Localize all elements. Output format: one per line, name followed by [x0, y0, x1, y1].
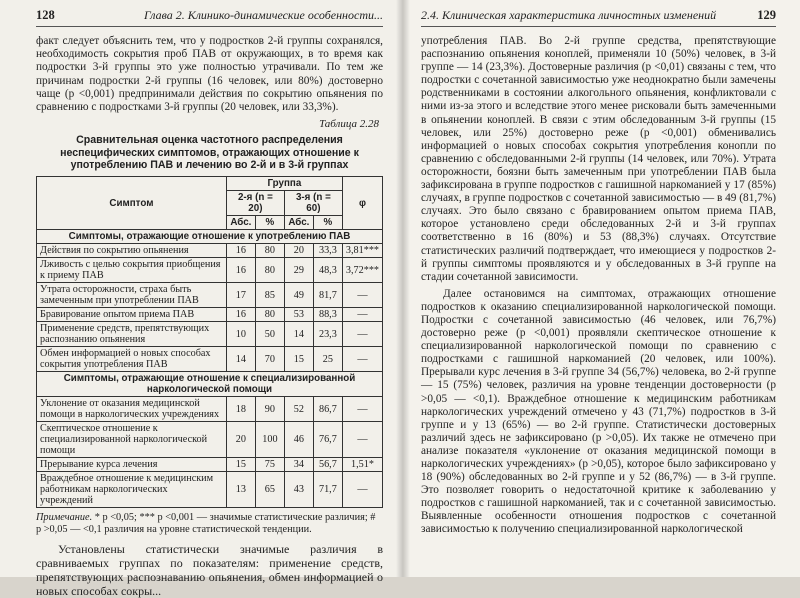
left-chapter-title: Глава 2. Клинико-динамические особенности... — [144, 8, 383, 22]
pct-3: 56,7 — [313, 458, 342, 472]
th-pct-2: % — [255, 216, 284, 230]
table-row — [37, 397, 383, 422]
right-paragraph-2: Далее остановимся на симптомах, отражающих отношение подростков к оказанию специализированной наркологической помощи. Подростки с сочетанной зависимостью (46 человек, или 76,7%) достоверно реже (p <0,001) проявляли скептическое отношение к специализированной наркологической помощи по сравнению с подростками с гашишной наркоманией (20 человек, или 100%). Прерывали курс лечения в 3-й группе 34 (56,7%) человека, во 2-й группе — 15 (75%) человек, различия на уровне тенденции достоверности (p >0,05 — <0,1). Враждебное отношение к медицинским работникам наркологических учреждений отмечено у 43 (71,7%) подростков в 3-й группе и у 13 (65%) — во 2-й группе. Статистически достоверных различий здесь не зафиксировано (p >0,05). Их также не отмечено при анализе показателя «уклонение от оказания медицинской помощи в наркологических учреждениях» (p >0,05), которое было зафиксировано у 18 (90%) обследованных во 2-й группе и у 52 (86,7%) — в 3-й группе. Это позволяет говорить о недостаточной критике к заболеванию у подростков с гашишной наркоманией, так и с сочетанной зависимостью. Выявленные особенности отношения подростков с сочетанной зависимостью к получению специализированной наркологической — [421, 287, 776, 536]
phi-value: — — [342, 347, 382, 372]
phi-value: — — [342, 322, 382, 347]
symptom-name: Враждебное отношение к медицинским работникам наркологических учреждений — [37, 472, 227, 508]
section-heading-1: Симптомы, отражающие отношение к употреблению ПАВ — [37, 230, 383, 244]
phi-value: 3,81*** — [342, 244, 382, 258]
table-note — [36, 512, 383, 536]
pct-2: 70 — [255, 347, 284, 372]
symptom-name: Скептическое отношение к специализированной наркологической помощи — [37, 422, 227, 458]
pct-3: 81,7 — [313, 283, 342, 308]
symptom-name: Утрата осторожности, страха быть замеченным при употреблении ПАВ — [37, 283, 227, 308]
th-group-3: 3-я (n = 60) — [284, 191, 342, 216]
abs-2: 16 — [226, 244, 255, 258]
table-row — [37, 283, 383, 308]
left-page-number: 128 — [36, 8, 55, 22]
pct-2: 100 — [255, 422, 284, 458]
abs-2: 13 — [226, 472, 255, 508]
table-title: Сравнительная оценка частотного распределения неспецифических симптомов, отражающих отношение к употреблению ПАВ и лечению во 2-й и в 3-й группах — [60, 134, 359, 172]
left-paragraph-1: факт следует объяснить тем, что у подростков 2-й группы сохранялся, необходимость сокрытия проб ПАВ от окружающих, в то время как подростки 3-й группы это уже полностью утрачивали. По тем же причинам подростки 2-й группы (16 человек, или 80%) достоверно чаще (p <0,001) предпринимали действия по сокрытию опьянения по сравнению с подростками 3-й группы (20 человек, или 33,3%). — [36, 35, 383, 114]
table-row — [37, 347, 383, 372]
abs-3: 46 — [284, 422, 313, 458]
abs-2: 14 — [226, 347, 255, 372]
pct-2: 75 — [255, 458, 284, 472]
left-running-head — [36, 8, 383, 27]
abs-2: 17 — [226, 283, 255, 308]
phi-value: — — [342, 283, 382, 308]
right-running-head — [421, 8, 776, 27]
table-row — [37, 244, 383, 258]
right-page-number: 129 — [757, 8, 776, 22]
table-row — [37, 422, 383, 458]
phi-value: — — [342, 422, 382, 458]
pct-3: 71,7 — [313, 472, 342, 508]
symptom-name: Лживость с целью сокрытия приобщения к приему ПАВ — [37, 258, 227, 283]
pct-2: 50 — [255, 322, 284, 347]
left-bottom-paragraph: Установлены статистически значимые различия в сравниваемых группах по показателям: применение средств, препятствующих распознаванию опьянения, обмен информацией о новых способах сокры... — [36, 542, 383, 598]
table-row — [37, 472, 383, 508]
symptom-name: Уклонение от оказания медицинской помощи в наркологических учреждениях — [37, 397, 227, 422]
symptom-name: Применение средств, препятствующих распознанию опьянения — [37, 322, 227, 347]
section-heading-2: Симптомы, отражающие отношение к специализированной наркологической помощи — [37, 372, 383, 397]
pct-3: 23,3 — [313, 322, 342, 347]
th-group: Группа — [226, 177, 342, 191]
th-abs-2: Абс. — [226, 216, 255, 230]
pct-2: 80 — [255, 258, 284, 283]
abs-3: 29 — [284, 258, 313, 283]
phi-value: — — [342, 397, 382, 422]
abs-2: 20 — [226, 422, 255, 458]
th-abs-3: Абс. — [284, 216, 313, 230]
right-page — [403, 0, 800, 577]
pct-3: 86,7 — [313, 397, 342, 422]
symptom-name: Бравирование опытом приема ПАВ — [37, 308, 227, 322]
note-text: * p <0,05; *** p <0,001 — значимые статистические различия; # p >0,05 — <0,1 различия на уровне статистической тенденции. — [36, 512, 376, 535]
abs-2: 16 — [226, 258, 255, 283]
table-label: Таблица 2.28 — [319, 118, 379, 131]
right-paragraph-1: употребления ПАВ. Во 2-й группе средства, препятствующие распознанию опьянения коноплей, применяли 10 (50%) человек, в 3-й группе — 14 (23,3%). Достоверные различия (p <0,01) связаны с тем, что подростки с сочетанной зависимостью уже неоднократно были замечены родственниками в состоянии алкогольного опьянения, конфликтовали с ними из-за этого и вследствие этого менее рисковали быть замеченными в опьянении коноплей. В связи с этим обследованным 3-й группы (15 человек, или 25%) достоверно реже (p <0,001) обменивались информацией о новых способах сокрытия употребления конопли по сравнению с обследованными 2-й группы (14 человек, или 70%). Утрата осторожности, боязни быть замеченным при употреблении ПАВ была зафиксирована в группе подростков с гашишной наркоманией у 17 (85%) случаях, в группе подростков с сочетанной зависимостью — в 49 (81,7%) случаях. Это было связано с бравированием опытом приема ПАВ, которое установлено среди обследованных 2-й и 3-й группах соответственно в 16 (80%) и 53 (88,3%) случаях. Отсутствие статистических различий подтверждает, что имеющиеся у подростков 2-й группы симптомы проявляются и у обследованных в 3-й группе на стадии сочетанной зависимости. — [421, 35, 776, 283]
pct-3: 48,3 — [313, 258, 342, 283]
th-symptom: Симптом — [37, 177, 227, 230]
pct-3: 76,7 — [313, 422, 342, 458]
right-section-title: 2.4. Клиническая характеристика личностных изменений — [421, 8, 717, 22]
abs-3: 15 — [284, 347, 313, 372]
th-phi: φ — [342, 177, 382, 230]
abs-2: 15 — [226, 458, 255, 472]
phi-value: 3,72*** — [342, 258, 382, 283]
abs-3: 52 — [284, 397, 313, 422]
phi-value: 1,51* — [342, 458, 382, 472]
pct-3: 88,3 — [313, 308, 342, 322]
abs-3: 49 — [284, 283, 313, 308]
pct-3: 33,3 — [313, 244, 342, 258]
table-row — [37, 308, 383, 322]
pct-3: 25 — [313, 347, 342, 372]
abs-3: 34 — [284, 458, 313, 472]
abs-3: 20 — [284, 244, 313, 258]
abs-2: 10 — [226, 322, 255, 347]
symptom-name: Обмен информацией о новых способах сокрытия употребления ПАВ — [37, 347, 227, 372]
abs-3: 14 — [284, 322, 313, 347]
phi-value: — — [342, 308, 382, 322]
pct-2: 80 — [255, 244, 284, 258]
pct-2: 65 — [255, 472, 284, 508]
abs-2: 16 — [226, 308, 255, 322]
symptom-table — [36, 176, 383, 508]
book-gutter-shadow — [396, 0, 410, 577]
abs-3: 43 — [284, 472, 313, 508]
th-pct-3: % — [313, 216, 342, 230]
abs-3: 53 — [284, 308, 313, 322]
note-label: Примечание. — [36, 512, 93, 523]
symptom-name: Прерывание курса лечения — [37, 458, 227, 472]
pct-2: 90 — [255, 397, 284, 422]
table-row — [37, 458, 383, 472]
table-row — [37, 322, 383, 347]
phi-value: — — [342, 472, 382, 508]
pct-2: 80 — [255, 308, 284, 322]
abs-2: 18 — [226, 397, 255, 422]
symptom-name: Действия по сокрытию опьянения — [37, 244, 227, 258]
table-row — [37, 258, 383, 283]
th-group-2: 2-я (n = 20) — [226, 191, 284, 216]
pct-2: 85 — [255, 283, 284, 308]
